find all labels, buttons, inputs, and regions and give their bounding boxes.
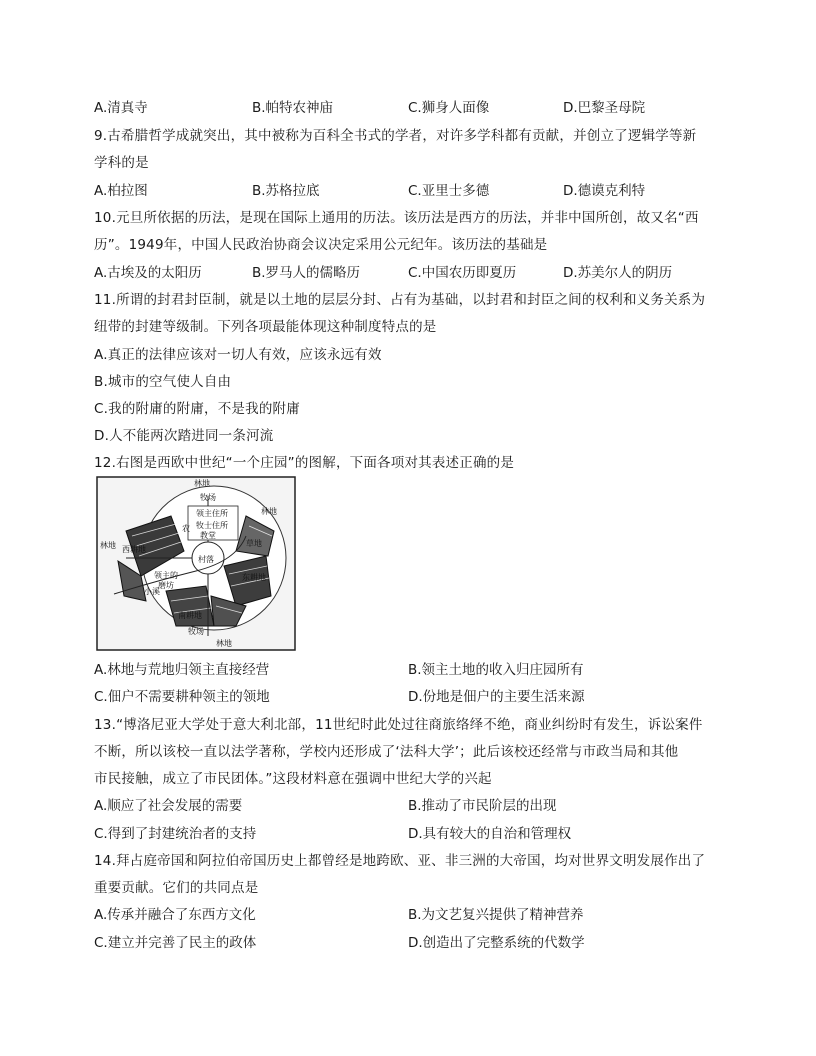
map-label-mill: 磨坊 xyxy=(158,581,174,590)
q13-stem-line-2: 不断，所以该校一直以法学著称，学校内还形成了‘法科大学’；此后该校还经常与市政当局和其他 xyxy=(94,744,679,760)
q14-option-d: D.创造出了完整系统的代数学 xyxy=(408,935,585,951)
q13-option-c: C.得到了封建统治者的支持 xyxy=(94,826,257,842)
q12-option-b: B.领主土地的收入归庄园所有 xyxy=(408,662,584,678)
manor-diagram xyxy=(96,476,296,651)
map-label-church: 教堂 xyxy=(200,531,216,540)
q13-option-d: D.具有较大的自治和管理权 xyxy=(408,826,572,842)
q11-option-c: C.我的附庸的附庸，不是我的附庸 xyxy=(94,401,300,417)
q12-option-a: A.林地与荒地归领主直接经营 xyxy=(94,662,270,678)
q14-option-b: B.为文艺复兴提供了精神营养 xyxy=(408,907,584,923)
q11-stem-line-1: 11.所谓的封君封臣制，就是以土地的层层分封、占有为基础，以封君和封臣之间的权利和义务关系为 xyxy=(94,292,706,308)
map-label-priest-house: 牧士住所 xyxy=(196,521,228,530)
q11-option-a: A.真正的法律应该对一切人有效，应该永远有效 xyxy=(94,347,382,363)
q14-option-c: C.建立并完善了民主的政体 xyxy=(94,935,257,951)
q12-option-d: D.份地是佃户的主要生活来源 xyxy=(408,689,585,705)
map-label-forest-top: 林地 xyxy=(194,479,210,488)
q13-stem-line-3: 市民接触，成立了市民团体。”这段材料意在强调中世纪大学的兴起 xyxy=(94,771,492,787)
q9-option-a: A.柏拉图 xyxy=(94,183,148,199)
map-label-pasture-bottom: 牧场 xyxy=(188,627,204,636)
q13-option-a: A.顺应了社会发展的需要 xyxy=(94,798,243,814)
q14-stem-line-1: 14.拜占庭帝国和阿拉伯帝国历史上都曾经是地跨欧、亚、非三洲的大帝国，均对世界文明发展作出了 xyxy=(94,853,706,869)
q8-option-b: B.帕特农神庙 xyxy=(252,100,334,116)
map-label-south-field: 南耕地 xyxy=(178,611,202,620)
map-label-farm: 农 xyxy=(182,524,190,533)
q10-stem-line-2: 历”。1949年，中国人民政治协商会议决定采用公元纪年。该历法的基础是 xyxy=(94,237,548,253)
map-label-village: 村落 xyxy=(198,555,214,564)
q12-stem-line-1: 12.右图是西欧中世纪“一个庄园”的图解，下面各项对其表述正确的是 xyxy=(94,455,515,471)
q10-option-b: B.罗马人的儒略历 xyxy=(252,265,361,281)
q8-option-d: D.巴黎圣母院 xyxy=(563,100,646,116)
q10-stem-line-1: 10.元旦所依据的历法，是现在国际上通用的历法。该历法是西方的历法，并非中国所创，故又名“西 xyxy=(94,210,699,226)
q13-option-b: B.推动了市民阶层的出现 xyxy=(408,798,557,814)
q10-option-c: C.中国农历即夏历 xyxy=(408,265,517,281)
map-label-lord-house: 领主住所 xyxy=(196,509,228,518)
q11-option-d: D.人不能两次踏进同一条河流 xyxy=(94,428,274,444)
q14-option-a: A.传承并融合了东西方文化 xyxy=(94,907,256,923)
q11-stem-line-2: 纽带的封建等级制。下列各项最能体现这种制度特点的是 xyxy=(94,319,437,335)
map-label-east-field: 东耕地 xyxy=(242,573,266,582)
map-label-pasture-top: 牧场 xyxy=(200,493,216,502)
q9-option-b: B.苏格拉底 xyxy=(252,183,320,199)
map-label-forest-left: 林地 xyxy=(100,541,116,550)
map-label-forest-right: 林地 xyxy=(261,507,277,516)
map-label-meadow: 草地 xyxy=(246,539,262,548)
q14-stem-line-2: 重要贡献。它们的共同点是 xyxy=(94,880,259,896)
map-label-west-field: 西耕地 xyxy=(122,545,146,554)
q10-option-d: D.苏美尔人的阴历 xyxy=(563,265,673,281)
q12-option-c: C.佃户不需要耕种领主的领地 xyxy=(94,689,270,705)
q9-option-d: D.德谟克利特 xyxy=(563,183,646,199)
q13-stem-line-1: 13.“博洛尼亚大学处于意大利北部，11世纪时此处过往商旅络绎不绝，商业纠纷时有发生，诉讼案件 xyxy=(94,717,703,733)
map-label-lord-demesne: 领主的 xyxy=(154,571,178,580)
q11-option-b: B.城市的空气使人自由 xyxy=(94,374,232,390)
q9-option-c: C.亚里士多德 xyxy=(408,183,490,199)
map-label-stream: 小溪 xyxy=(144,587,160,596)
q8-option-c: C.狮身人面像 xyxy=(408,100,490,116)
q8-option-a: A.清真寺 xyxy=(94,100,148,116)
q9-stem-line-1: 9.古希腊哲学成就突出，其中被称为百科全书式的学者，对许多学科都有贡献，并创立了逻辑学等新 xyxy=(94,128,697,144)
map-label-forest-bottom: 林地 xyxy=(216,639,232,648)
q10-option-a: A.古埃及的太阳历 xyxy=(94,265,202,281)
q9-stem-line-2: 学科的是 xyxy=(94,155,149,171)
